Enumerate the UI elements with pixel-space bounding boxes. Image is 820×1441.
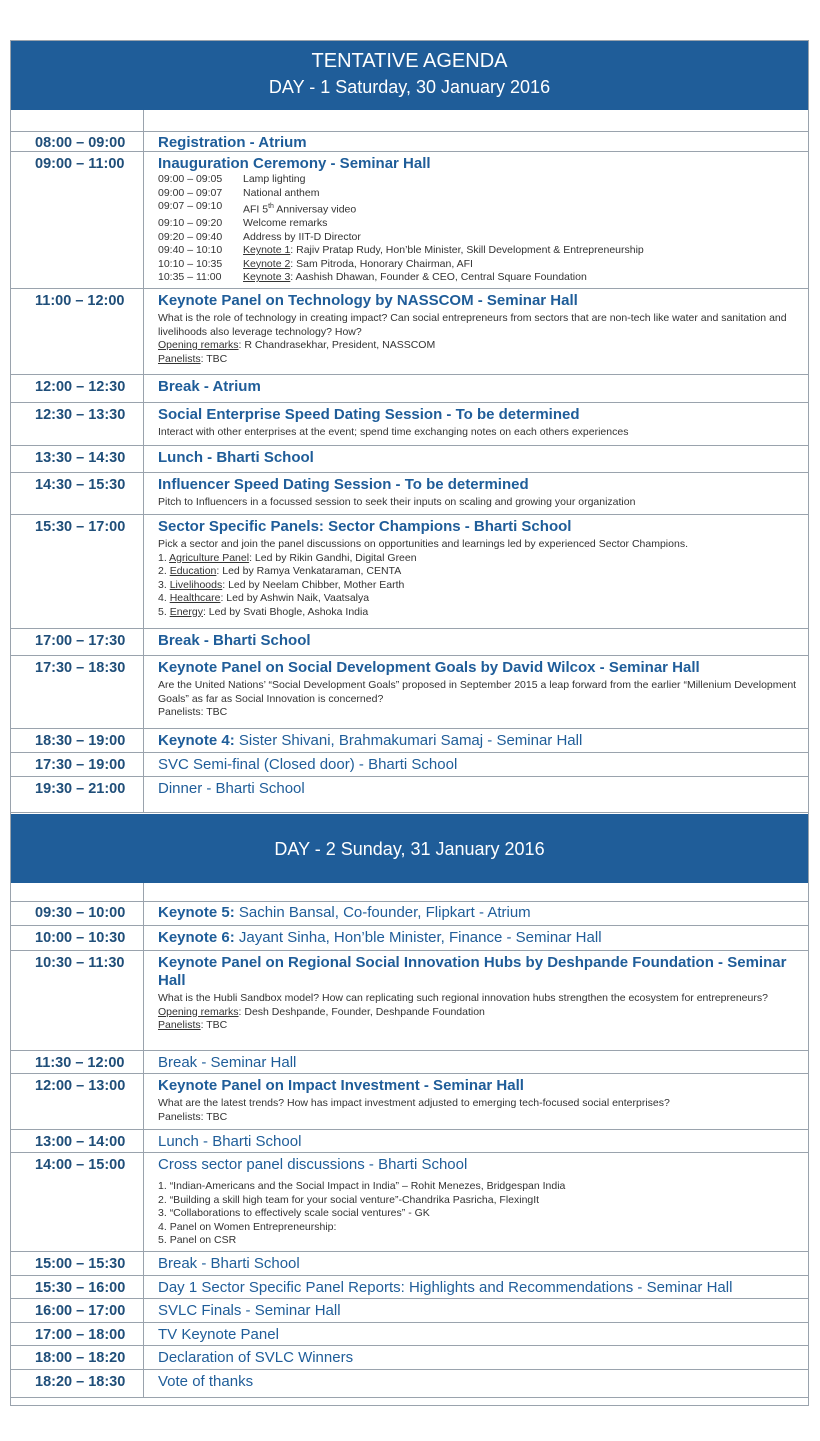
sub-session-detail: Keynote 1: Rajiv Pratap Rudy, Hon’ble Minister, Skill Development & Entrepreneurship bbox=[243, 244, 644, 256]
agenda-row bbox=[11, 289, 808, 375]
session-title bbox=[158, 1255, 798, 1273]
agenda-title: TENTATIVE AGENDA bbox=[311, 50, 508, 72]
session-title-normal: Break - Bharti School bbox=[158, 1255, 300, 1272]
session-title-normal: Lunch - Bharti School bbox=[158, 1133, 302, 1150]
session-title bbox=[158, 1054, 798, 1072]
session-time: 18:30 – 19:00 bbox=[35, 733, 126, 749]
session-title-bold: Inauguration Ceremony - Seminar Hall bbox=[158, 155, 431, 172]
day1-header bbox=[11, 41, 808, 110]
list-number: 1. bbox=[158, 1180, 170, 1192]
agenda-row bbox=[11, 1130, 808, 1153]
session-title-bold: Influencer Speed Dating Session - To be determined bbox=[158, 476, 529, 493]
session-title-bold: Keynote Panel on Social Development Goals by David Wilcox - Seminar Hall bbox=[158, 659, 700, 676]
session-title-bold: Lunch - Bharti School bbox=[158, 449, 314, 466]
list-item: 3. “Collaborations to effectively scale social ventures” - GK bbox=[158, 1207, 430, 1219]
sub-session-time: 09:07 – 09:10 bbox=[158, 200, 223, 212]
session-description: What is the Hubli Sandbox model? How can replicating such regional innovation hubs strengthen the ecosystem for entrepreneurs? bbox=[158, 992, 768, 1004]
agenda-row bbox=[11, 951, 808, 1051]
list-item: 5. Energy: Led by Svati Bhogle, Ashoka India bbox=[158, 605, 369, 618]
sub-session-detail: Keynote 2: Sam Pitroda, Honorary Chairman, AFI bbox=[243, 257, 473, 270]
agenda-row bbox=[11, 1299, 808, 1323]
list-number: 2. bbox=[158, 1193, 170, 1206]
session-title bbox=[158, 449, 798, 467]
agenda-row bbox=[11, 777, 808, 813]
session-title-normal: Sachin Bansal, Co-founder, Flipkart - Atrium bbox=[234, 904, 531, 921]
session-title-bold: Registration - Atrium bbox=[158, 134, 307, 151]
session-title bbox=[158, 476, 798, 494]
agenda-row bbox=[11, 1323, 808, 1346]
session-time: 11:30 – 12:00 bbox=[35, 1055, 125, 1071]
list-item: 4. Healthcare: Led by Ashwin Naik, Vaatsalya bbox=[158, 592, 370, 604]
session-title bbox=[158, 659, 798, 677]
sub-session-time: 09:40 – 10:10 bbox=[158, 244, 223, 256]
session-title-bold: Sector Specific Panels: Sector Champions - Bharti School bbox=[158, 518, 572, 535]
agenda-row bbox=[11, 152, 808, 289]
day2-header bbox=[11, 814, 808, 883]
session-content bbox=[158, 1326, 798, 1344]
session-content bbox=[158, 1156, 798, 1248]
agenda-row bbox=[11, 131, 808, 152]
session-title-bold: Social Enterprise Speed Dating Session - To be determined bbox=[158, 406, 580, 423]
session-content bbox=[158, 1133, 798, 1151]
sub-session-time: 09:00 – 09:05 bbox=[158, 173, 223, 185]
sub-session bbox=[158, 173, 798, 187]
session-title-normal: Break - Seminar Hall bbox=[158, 1054, 297, 1071]
sub-session bbox=[158, 244, 798, 258]
agenda-row bbox=[11, 403, 808, 446]
session-time: 09:00 – 11:00 bbox=[35, 156, 125, 172]
session-title bbox=[158, 904, 798, 922]
session-time: 14:00 – 15:00 bbox=[35, 1157, 126, 1173]
session-time: 15:00 – 15:30 bbox=[35, 1256, 126, 1272]
list-number: 5. bbox=[158, 605, 170, 618]
sub-session-detail: Address by IIT-D Director bbox=[243, 230, 361, 243]
ordinal-suffix: th bbox=[268, 203, 274, 210]
agenda-row bbox=[11, 1074, 808, 1130]
agenda-row bbox=[11, 1153, 808, 1252]
session-description: Pitch to Influencers in a focussed session to seek their inputs on scaling and growing your organization bbox=[158, 496, 636, 508]
agenda-row bbox=[11, 901, 808, 926]
session-title bbox=[158, 378, 798, 396]
list-number: 3. bbox=[158, 1207, 170, 1219]
session-time: 17:00 – 17:30 bbox=[35, 633, 126, 649]
session-detail-label: Panelists bbox=[158, 352, 201, 365]
sub-session-label: Keynote 2 bbox=[243, 257, 291, 270]
session-title bbox=[158, 134, 798, 152]
list-number: 5. bbox=[158, 1234, 170, 1246]
session-title-normal: Dinner - Bharti School bbox=[158, 780, 305, 797]
session-description: What are the latest trends? How has impact investment adjusted to emerging tech-focused social enterprises? bbox=[158, 1097, 670, 1109]
sub-session-label: Keynote 3 bbox=[243, 271, 291, 283]
sub-session-time: 09:00 – 09:07 bbox=[158, 186, 223, 199]
session-time: 12:30 – 13:30 bbox=[35, 407, 126, 423]
session-time: 10:30 – 11:30 bbox=[35, 955, 125, 971]
session-title bbox=[158, 1156, 798, 1174]
session-content bbox=[158, 1077, 798, 1124]
session-content bbox=[158, 1255, 798, 1273]
session-description: Interact with other enterprises at the event; spend time exchanging notes on each others experiences bbox=[158, 426, 629, 438]
session-title bbox=[158, 954, 798, 990]
list-item-label: Agriculture Panel bbox=[169, 551, 250, 564]
session-title bbox=[158, 1133, 798, 1151]
agenda-row bbox=[11, 446, 808, 473]
sub-session-detail: Welcome remarks bbox=[243, 217, 328, 229]
agenda-row bbox=[11, 1051, 808, 1074]
session-content bbox=[158, 155, 798, 285]
session-description: Pick a sector and join the panel discussions on opportunities and learnings led by experienced Sector Champions. bbox=[158, 538, 688, 550]
session-title bbox=[158, 929, 798, 947]
session-title-bold: Keynote 5: bbox=[158, 904, 235, 921]
session-content bbox=[158, 134, 798, 152]
agenda-row bbox=[11, 926, 808, 951]
sub-session bbox=[158, 187, 798, 201]
agenda-row bbox=[11, 629, 808, 656]
session-time: 19:30 – 21:00 bbox=[35, 781, 126, 797]
list-item: 5. Panel on CSR bbox=[158, 1234, 237, 1246]
session-time: 17:30 – 18:30 bbox=[35, 660, 126, 676]
list-item: 1. “Indian-Americans and the Social Impact in India” – Rohit Menezes, Bridgespan India bbox=[158, 1180, 566, 1192]
day1-title: DAY - 1 Saturday, 30 January 2016 bbox=[268, 77, 551, 97]
session-content bbox=[158, 632, 798, 650]
session-detail-label: Panelists bbox=[158, 1019, 201, 1031]
list-item-label: Healthcare bbox=[169, 592, 221, 604]
session-title bbox=[158, 756, 798, 774]
session-title-normal: SVLC Finals - Seminar Hall bbox=[158, 1302, 341, 1319]
session-title-bold: Keynote 6: bbox=[158, 929, 235, 946]
session-description: Are the United Nations’ “Social Development Goals” proposed in September 2015 a leap forward from the earlier “Millenium Development Goals” as far as Social Innovation is concerned? bbox=[158, 679, 797, 705]
session-detail-line: Panelists: TBC bbox=[158, 1110, 228, 1123]
session-content bbox=[158, 476, 798, 510]
sub-session-time: 09:20 – 09:40 bbox=[158, 230, 223, 243]
agenda-row bbox=[11, 1346, 808, 1370]
sub-session-detail: Lamp lighting bbox=[243, 173, 306, 185]
session-title bbox=[158, 1373, 798, 1391]
list-item-label: Education bbox=[169, 565, 217, 577]
session-content bbox=[158, 756, 798, 774]
sub-session-time: 10:35 – 11:00 bbox=[158, 271, 222, 283]
session-list bbox=[158, 552, 798, 620]
session-title bbox=[158, 518, 798, 536]
session-detail-label: Opening remarks bbox=[158, 339, 239, 351]
session-time: 12:00 – 13:00 bbox=[35, 1078, 126, 1094]
session-title bbox=[158, 1279, 798, 1297]
session-content bbox=[158, 1302, 798, 1320]
day2-title: DAY - 2 Sunday, 31 January 2016 bbox=[274, 839, 545, 859]
agenda-row bbox=[11, 753, 808, 777]
list-item-label: Livelihoods bbox=[169, 578, 223, 591]
session-title-normal: Declaration of SVLC Winners bbox=[158, 1349, 354, 1366]
agenda-row bbox=[11, 473, 808, 515]
agenda-row bbox=[11, 656, 808, 729]
session-content bbox=[158, 406, 798, 440]
session-time: 13:00 – 14:00 bbox=[35, 1134, 126, 1150]
session-title-normal: Cross sector panel discussions - Bharti School bbox=[158, 1156, 468, 1173]
list-item: 1. Agriculture Panel: Led by Rikin Gandhi, Digital Green bbox=[158, 551, 417, 564]
list-item: 4. Panel on Women Entrepreneurship: bbox=[158, 1220, 337, 1233]
agenda-row bbox=[11, 1276, 808, 1299]
session-detail-line: Panelists: TBC bbox=[158, 706, 228, 718]
session-content bbox=[158, 659, 798, 720]
sub-session bbox=[158, 200, 798, 217]
session-title bbox=[158, 1077, 798, 1095]
session-time: 13:30 – 14:30 bbox=[35, 450, 126, 466]
sub-session bbox=[158, 217, 798, 231]
list-item-label: Energy bbox=[169, 605, 203, 618]
list-item: 2. “Building a skill high team for your social venture”-Chandrika Pasricha, FlexingIt bbox=[158, 1193, 540, 1206]
sub-session-label: Keynote 1 bbox=[243, 244, 291, 256]
session-title-bold: Keynote Panel on Regional Social Innovation Hubs by Deshpande Foundation - Seminar Hall bbox=[158, 954, 787, 989]
session-title-normal: Sister Shivani, Brahmakumari Samaj - Seminar Hall bbox=[234, 732, 583, 749]
session-time: 16:00 – 17:00 bbox=[35, 1303, 126, 1319]
sub-session-time: 09:10 – 09:20 bbox=[158, 217, 223, 229]
session-title-bold: Break - Atrium bbox=[158, 378, 261, 395]
session-content bbox=[158, 904, 798, 922]
session-title bbox=[158, 1326, 798, 1344]
session-title-bold: Break - Bharti School bbox=[158, 632, 311, 649]
session-detail-label: Opening remarks bbox=[158, 1005, 239, 1018]
session-title-normal: TV Keynote Panel bbox=[158, 1326, 279, 1343]
list-item: 2. Education: Led by Ramya Venkataraman, CENTA bbox=[158, 565, 402, 577]
session-title-normal: Day 1 Sector Specific Panel Reports: Highlights and Recommendations - Seminar Hall bbox=[158, 1279, 733, 1296]
day1-spacer bbox=[11, 110, 808, 132]
session-title bbox=[158, 155, 798, 173]
list-number: 2. bbox=[158, 565, 170, 577]
session-time: 15:30 – 16:00 bbox=[35, 1280, 126, 1296]
session-time: 09:30 – 10:00 bbox=[35, 905, 126, 921]
session-title-normal: Jayant Sinha, Hon’ble Minister, Finance - Seminar Hall bbox=[234, 929, 602, 946]
session-detail-line: Panelists: TBC bbox=[158, 1019, 228, 1031]
session-time: 18:00 – 18:20 bbox=[35, 1350, 126, 1366]
session-title bbox=[158, 632, 798, 650]
session-detail-line: Opening remarks: Desh Deshpande, Founder, Deshpande Foundation bbox=[158, 1005, 485, 1018]
sub-session bbox=[158, 271, 798, 285]
sub-session-detail: Keynote 3: Aashish Dhawan, Founder & CEO, Central Square Foundation bbox=[243, 271, 587, 283]
session-content bbox=[158, 1054, 798, 1072]
session-title-bold: Keynote Panel on Technology by NASSCOM - Seminar Hall bbox=[158, 292, 578, 309]
session-content bbox=[158, 518, 798, 619]
session-content bbox=[158, 449, 798, 467]
session-title bbox=[158, 406, 798, 424]
sub-session-detail: AFI 5th Anniversay video bbox=[243, 203, 357, 216]
session-content bbox=[158, 1279, 798, 1297]
sub-session-detail: National anthem bbox=[243, 186, 320, 199]
session-content bbox=[158, 292, 798, 366]
session-title-normal: Vote of thanks bbox=[158, 1373, 254, 1390]
session-content bbox=[158, 1373, 798, 1391]
session-content bbox=[158, 780, 798, 798]
session-content bbox=[158, 929, 798, 947]
sub-session-time: 10:10 – 10:35 bbox=[158, 257, 223, 270]
session-content bbox=[158, 954, 798, 1033]
list-number: 3. bbox=[158, 578, 170, 591]
session-time: 17:00 – 18:00 bbox=[35, 1327, 126, 1343]
agenda-row bbox=[11, 375, 808, 403]
list-number: 1. bbox=[158, 551, 170, 564]
agenda-row bbox=[11, 1370, 808, 1398]
agenda-sheet bbox=[10, 40, 809, 1406]
session-title-bold: Keynote Panel on Impact Investment - Seminar Hall bbox=[158, 1077, 524, 1094]
session-title-normal: SVC Semi-final (Closed door) - Bharti School bbox=[158, 756, 458, 773]
session-time: 12:00 – 12:30 bbox=[35, 379, 126, 395]
session-title bbox=[158, 780, 798, 798]
agenda-row bbox=[11, 515, 808, 629]
session-content bbox=[158, 732, 798, 750]
session-time: 08:00 – 09:00 bbox=[35, 135, 126, 151]
sub-session bbox=[158, 258, 798, 272]
session-title bbox=[158, 292, 798, 310]
session-time: 10:00 – 10:30 bbox=[35, 930, 126, 946]
session-title bbox=[158, 1349, 798, 1367]
list-item: 3. Livelihoods: Led by Neelam Chibber, Mother Earth bbox=[158, 578, 405, 591]
session-time: 18:20 – 18:30 bbox=[35, 1374, 126, 1390]
sub-session bbox=[158, 231, 798, 245]
day2-spacer bbox=[11, 883, 808, 902]
session-title-bold: Keynote 4: bbox=[158, 732, 235, 749]
session-time: 14:30 – 15:30 bbox=[35, 477, 126, 493]
session-time: 11:00 – 12:00 bbox=[35, 293, 125, 309]
session-detail-line: Opening remarks: R Chandrasekhar, President, NASSCOM bbox=[158, 339, 436, 351]
agenda-row bbox=[11, 729, 808, 753]
session-content bbox=[158, 1349, 798, 1367]
session-time: 15:30 – 17:00 bbox=[35, 519, 126, 535]
session-title bbox=[158, 1302, 798, 1320]
session-description: What is the role of technology in creating impact? Can social entrepreneurs from sectors that are non-tech like water and sanitation and livelihoods also leverage technology? How? bbox=[158, 312, 787, 338]
session-title bbox=[158, 732, 798, 750]
session-time: 17:30 – 19:00 bbox=[35, 757, 126, 773]
list-number: 4. bbox=[158, 592, 170, 604]
agenda-row bbox=[11, 1252, 808, 1276]
session-list bbox=[158, 1180, 798, 1248]
session-content bbox=[158, 378, 798, 396]
list-number: 4. bbox=[158, 1220, 170, 1233]
session-detail-line: Panelists: TBC bbox=[158, 352, 228, 365]
